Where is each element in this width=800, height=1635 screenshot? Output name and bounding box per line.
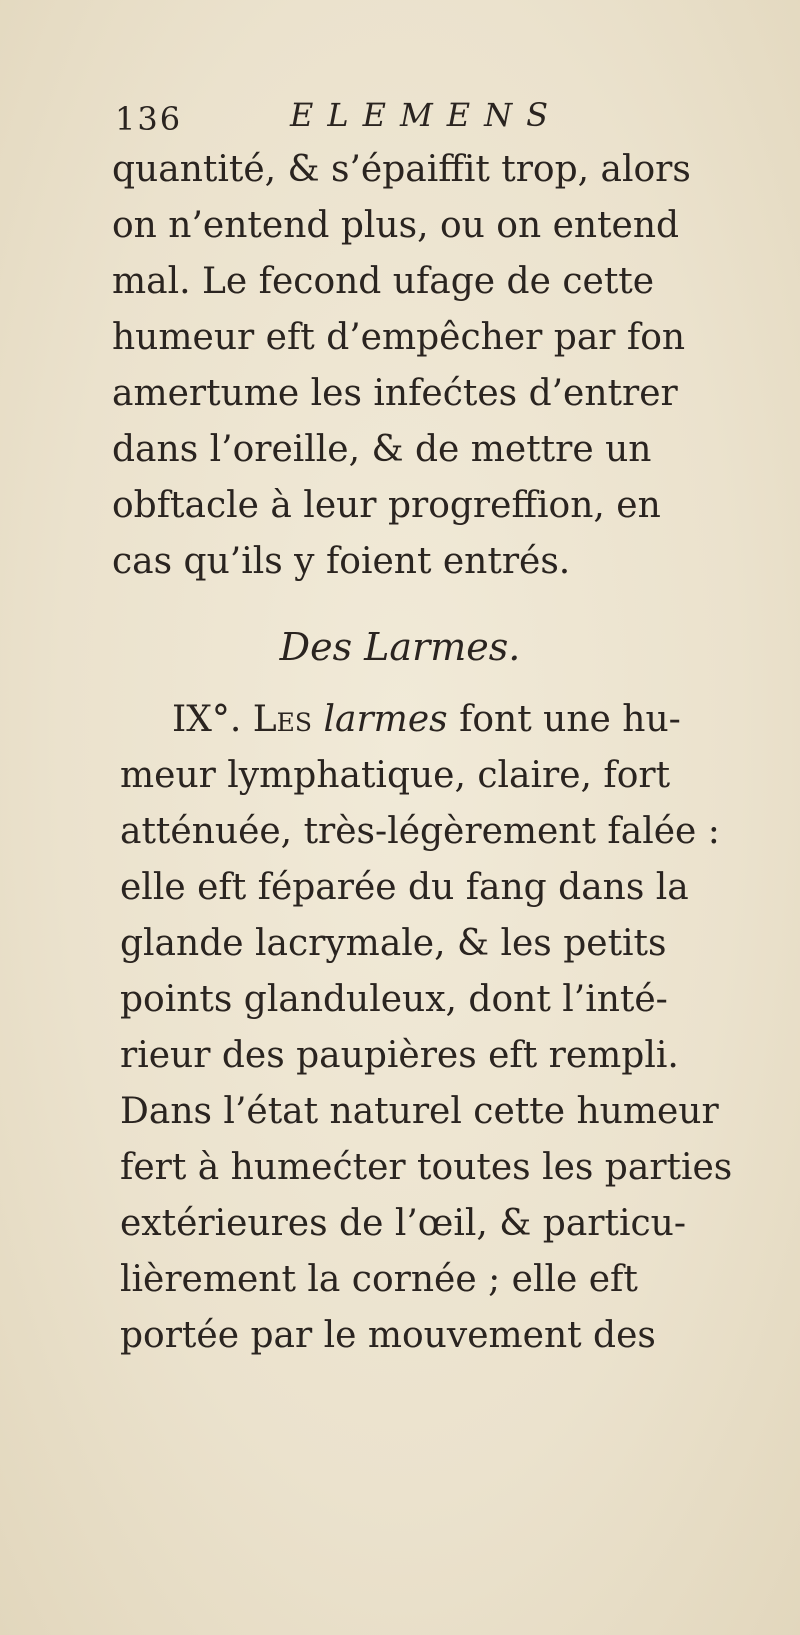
text-line: amertume les infećtes d’entrer (112, 373, 678, 414)
text-line: on n’entend plus, ou on entend (112, 205, 680, 246)
text-line: lièrement la cornée ; elle eft (120, 1259, 638, 1300)
first-word: Les (252, 699, 313, 740)
text-line: meur lymphatique, claire, fort (120, 755, 671, 796)
text-line: elle eft féparée du fang dans la (120, 867, 689, 908)
text-line: glande lacrymale, & les petits (120, 923, 667, 964)
text-line: Dans l’état naturel cette humeur (120, 1091, 719, 1132)
text-line: atténuée, très-légèrement falée : (120, 811, 720, 852)
page-header (115, 96, 675, 146)
running-title: ELEMENS (290, 96, 563, 134)
text-line: mal. Le fecond ufage de cette (112, 261, 655, 302)
text-line: extérieures de l’œil, & particu- (120, 1203, 686, 1244)
page-number: 136 (115, 100, 183, 138)
text-line: rieur des paupières eft rempli. (120, 1035, 679, 1076)
italic-term: larmes (323, 699, 448, 740)
section-number: IX°. (172, 699, 242, 740)
section-heading: Des Larmes. (279, 625, 521, 669)
text-line: humeur eft d’empêcher par fon (112, 317, 686, 358)
paragraph-first-line (172, 700, 681, 740)
text-line: obftacle à leur progreffion, en (112, 485, 661, 526)
text-line: dans l’oreille, & de mettre un (112, 429, 652, 470)
text-line: cas qu’ils y foient entrés. (112, 541, 571, 582)
text-line: portée par le mouvement des (120, 1315, 656, 1356)
text-line: quantité, & s’épaiffit trop, alors (112, 149, 691, 190)
text-line: fert à humećter toutes les parties (120, 1147, 733, 1188)
first-line-rest: font une hu- (459, 699, 681, 740)
text-line: points glanduleux, dont l’inté- (120, 979, 668, 1020)
